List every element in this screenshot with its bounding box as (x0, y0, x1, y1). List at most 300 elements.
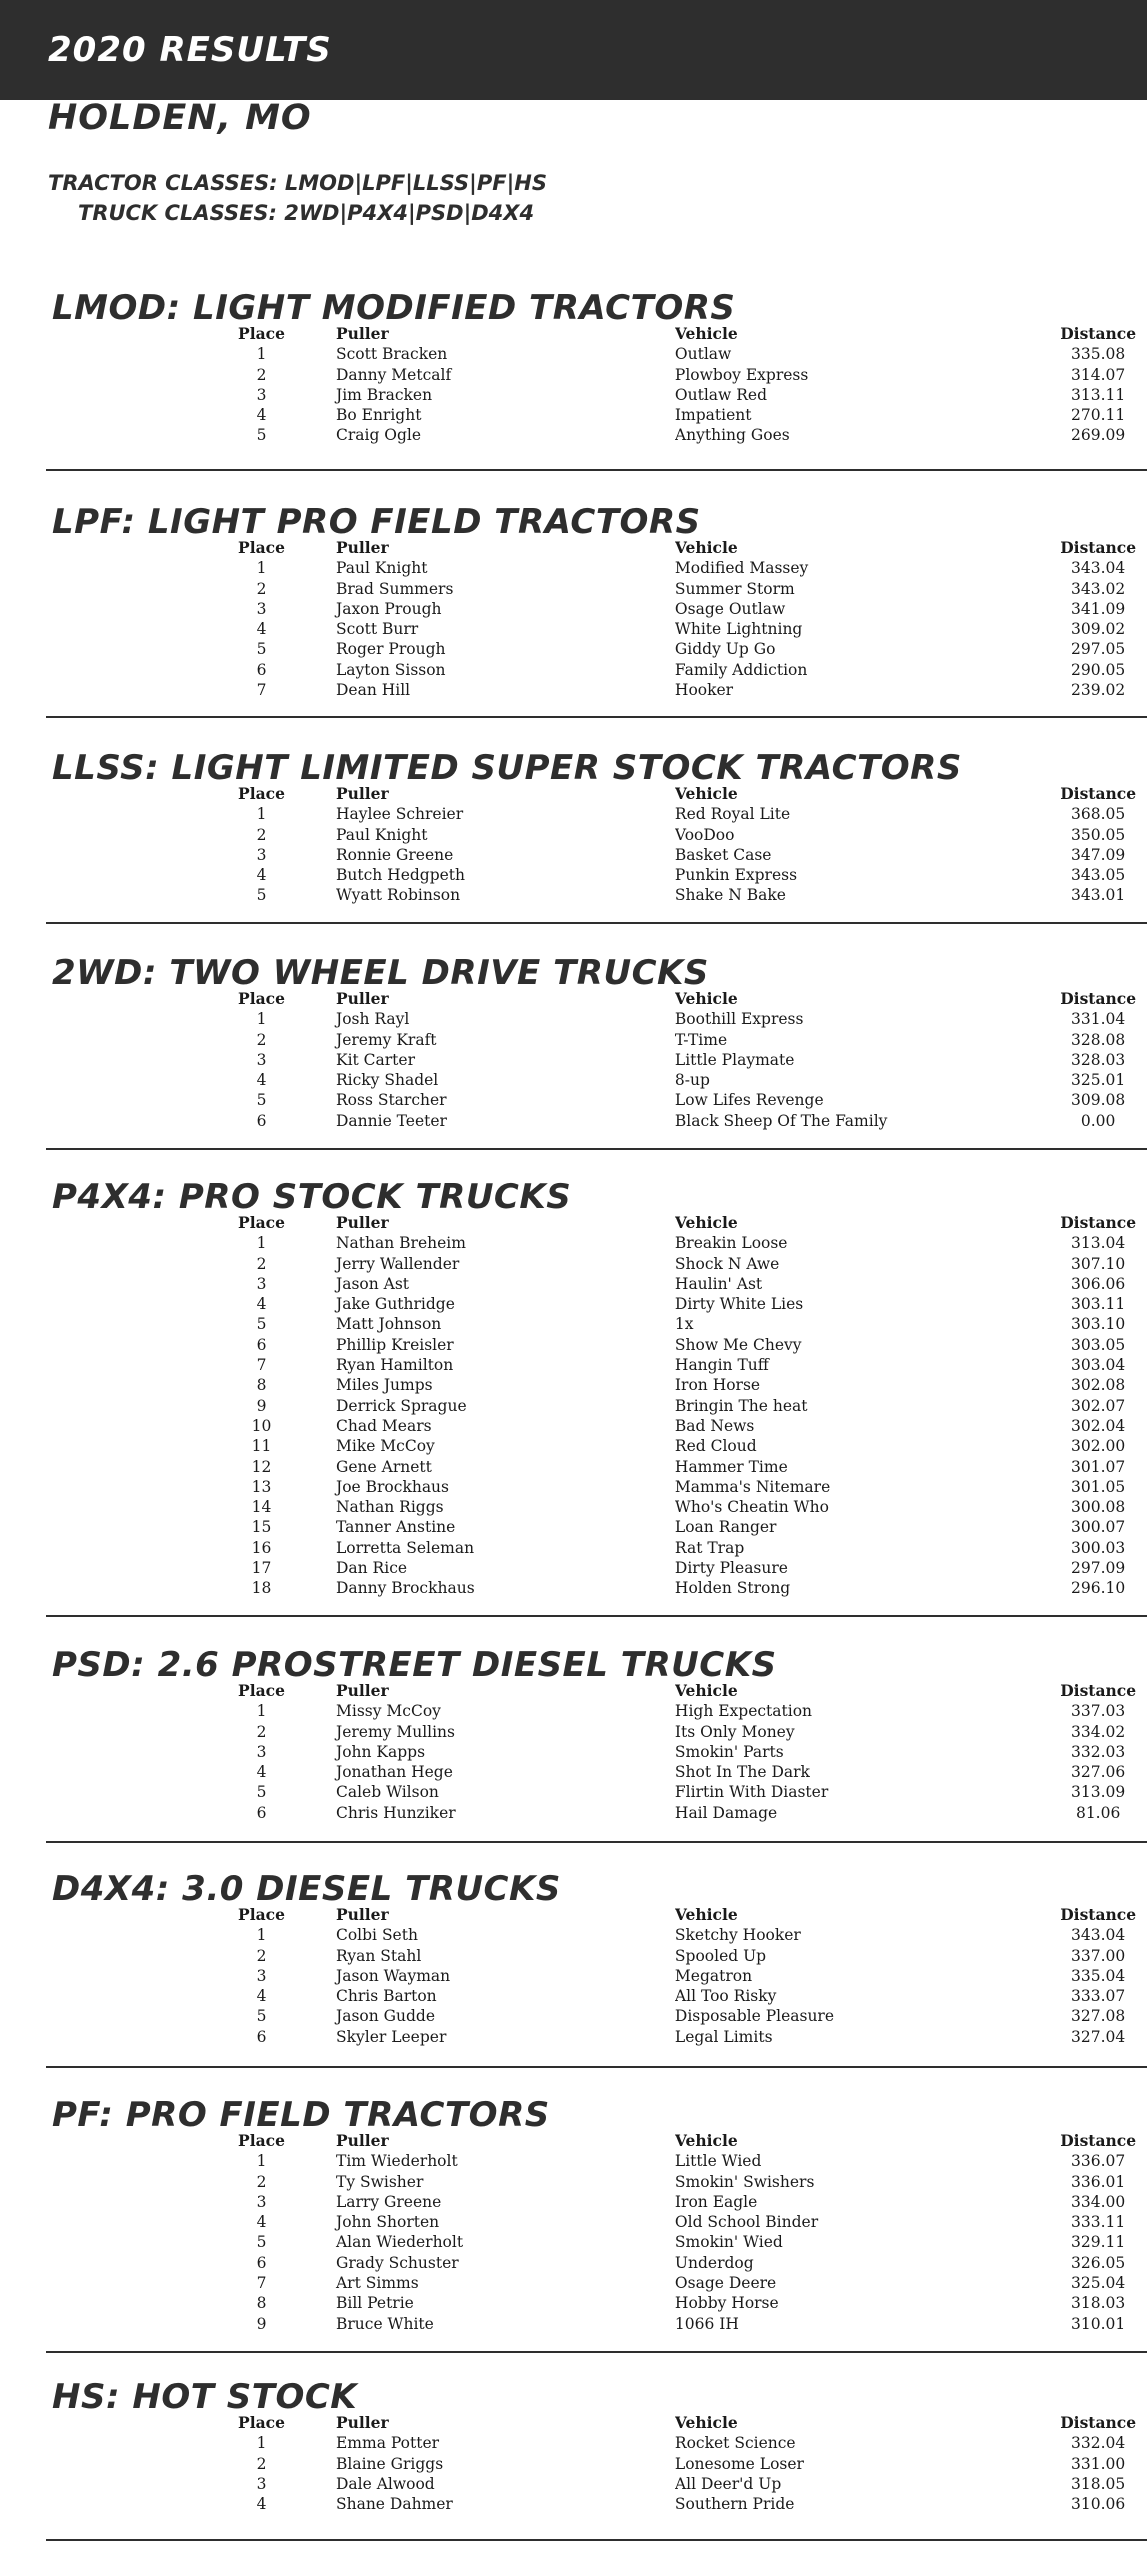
table-row (0, 885, 1147, 905)
place-cell: 1 (256, 1702, 267, 1721)
spacer (0, 2454, 217, 2474)
table-row (0, 660, 1147, 680)
spacer (0, 1497, 217, 1517)
puller-cell: Wyatt Robinson (335, 886, 461, 905)
place-cell: 12 (251, 1457, 272, 1476)
puller-cell: Jason Gudde (335, 2007, 436, 2026)
table-row (0, 1803, 1147, 1823)
vehicle-cell: Lonesome Loser (674, 2454, 804, 2473)
vehicle-cell: Haulin' Ast (674, 1274, 763, 1293)
table-row (0, 1742, 1147, 1762)
results-table (0, 1681, 1147, 1823)
puller-cell: Jerry Wallender (335, 1254, 460, 1273)
distance-cell: 313.11 (1071, 385, 1126, 404)
vehicle-cell: Red Royal Lite (674, 805, 791, 824)
table-row (0, 1416, 1147, 1436)
puller-cell: Josh Rayl (335, 1010, 410, 1029)
table-row (0, 825, 1147, 845)
spacer (0, 1722, 217, 1742)
column-header-vehicle: Vehicle (674, 538, 738, 557)
puller-cell: Paul Knight (335, 825, 428, 844)
distance-cell: 368.05 (1071, 805, 1126, 824)
vehicle-cell: Dirty White Lies (674, 1295, 804, 1314)
puller-cell: Caleb Wilson (335, 1783, 439, 1802)
spacer (0, 1681, 217, 1701)
distance-cell: 335.08 (1071, 345, 1126, 364)
vehicle-cell: Underdog (674, 2253, 754, 2272)
spacer (0, 784, 217, 804)
spacer (0, 1111, 217, 1131)
spacer (0, 1905, 217, 1925)
spacer (0, 324, 217, 344)
vehicle-cell: Outlaw Red (674, 385, 767, 404)
table-row (0, 804, 1147, 824)
place-cell: 2 (256, 1030, 267, 1049)
column-header-place: Place (238, 1213, 285, 1232)
place-cell: 7 (256, 1356, 267, 1375)
vehicle-cell: Spooled Up (674, 1946, 767, 1965)
puller-cell: Dean Hill (335, 681, 411, 700)
place-cell: 4 (256, 1987, 267, 2006)
vehicle-cell: Impatient (674, 406, 752, 425)
puller-cell: John Shorten (335, 2213, 440, 2232)
table-row (0, 1722, 1147, 1742)
table-header-row (0, 1213, 1147, 1233)
puller-cell: Jason Ast (335, 1274, 410, 1293)
place-cell: 4 (256, 2495, 267, 2514)
place-cell: 5 (256, 1315, 267, 1334)
place-cell: 2 (256, 2172, 267, 2191)
puller-cell: Tim Wiederholt (335, 2152, 458, 2171)
section-divider (46, 1615, 1147, 1617)
puller-cell: Jonathan Hege (335, 1763, 453, 1782)
spacer (0, 1396, 217, 1416)
table-row (0, 2027, 1147, 2047)
puller-cell: Matt Johnson (335, 1315, 442, 1334)
table-row (0, 2151, 1147, 2171)
place-cell: 4 (256, 620, 267, 639)
table-row (0, 845, 1147, 865)
place-cell: 4 (256, 2213, 267, 2232)
place-cell: 3 (256, 1274, 267, 1293)
vehicle-cell: Hammer Time (674, 1457, 788, 1476)
table-row (0, 1986, 1147, 2006)
vehicle-cell: 1x (674, 1315, 694, 1334)
place-cell: 6 (256, 2253, 267, 2272)
puller-cell: Missy McCoy (335, 1702, 441, 1721)
table-row (0, 865, 1147, 885)
place-cell: 3 (256, 385, 267, 404)
results-table (0, 2131, 1147, 2334)
distance-cell: 325.01 (1071, 1071, 1126, 1090)
place-cell: 3 (256, 845, 267, 864)
distance-cell: 303.04 (1071, 1356, 1126, 1375)
distance-cell: 301.05 (1071, 1477, 1126, 1496)
vehicle-cell: All Deer'd Up (674, 2474, 782, 2493)
distance-cell: 296.10 (1071, 1579, 1126, 1598)
vehicle-cell: Old School Binder (674, 2213, 819, 2232)
vehicle-cell: Bad News (674, 1416, 755, 1435)
vehicle-cell: Iron Eagle (674, 2192, 758, 2211)
distance-cell: 300.07 (1071, 1518, 1126, 1537)
distance-cell: 297.09 (1071, 1559, 1126, 1578)
column-header-puller: Puller (335, 1905, 389, 1924)
table-row (0, 1578, 1147, 1598)
place-cell: 3 (256, 1050, 267, 1069)
table-row (0, 2212, 1147, 2232)
spacer (0, 825, 217, 845)
vehicle-cell: Loan Ranger (674, 1518, 777, 1537)
column-header-distance: Distance (1060, 1905, 1137, 1924)
results-table (0, 784, 1147, 906)
distance-cell: 307.10 (1071, 1254, 1126, 1273)
vehicle-cell: Hangin Tuff (674, 1356, 769, 1375)
distance-cell: 314.07 (1071, 365, 1126, 384)
table-row (0, 2293, 1147, 2313)
table-row (0, 1436, 1147, 1456)
table-row (0, 1946, 1147, 1966)
distance-cell: 301.07 (1071, 1457, 1126, 1476)
place-cell: 9 (256, 2314, 267, 2333)
vehicle-cell: Flirtin With Diaster (674, 1783, 829, 1802)
distance-cell: 309.02 (1071, 620, 1126, 639)
puller-cell: Blaine Griggs (335, 2454, 444, 2473)
column-header-place: Place (238, 538, 285, 557)
place-cell: 2 (256, 1254, 267, 1273)
spacer (0, 2413, 217, 2433)
column-header-vehicle: Vehicle (674, 1213, 738, 1232)
column-header-puller: Puller (335, 538, 389, 557)
table-row (0, 2006, 1147, 2026)
puller-cell: Jeremy Mullins (335, 1722, 455, 1741)
vehicle-cell: Megatron (674, 1966, 753, 1985)
vehicle-cell: Plowboy Express (674, 365, 809, 384)
vehicle-cell: Smokin' Swishers (674, 2172, 815, 2191)
column-header-distance: Distance (1060, 784, 1137, 803)
spacer (0, 2253, 217, 2273)
vehicle-cell: Iron Horse (674, 1376, 761, 1395)
distance-cell: 341.09 (1071, 599, 1126, 618)
spacer (0, 1355, 217, 1375)
distance-cell: 81.06 (1075, 1803, 1121, 1822)
puller-cell: Chad Mears (335, 1416, 432, 1435)
spacer (0, 2293, 217, 2313)
distance-cell: 337.00 (1071, 1946, 1126, 1965)
place-cell: 3 (256, 2474, 267, 2493)
place-cell: 5 (256, 426, 267, 445)
table-row (0, 2192, 1147, 2212)
puller-cell: Larry Greene (335, 2192, 442, 2211)
spacer (0, 680, 217, 700)
table-row (0, 1233, 1147, 1253)
column-header-vehicle: Vehicle (674, 2413, 738, 2432)
distance-cell: 0.00 (1080, 1111, 1116, 1130)
table-row (0, 2433, 1147, 2453)
section-title: D4X4: 3.0 DIESEL TRUCKS (52, 1869, 561, 1909)
puller-cell: Alan Wiederholt (335, 2233, 464, 2252)
place-cell: 8 (256, 1376, 267, 1395)
distance-cell: 300.03 (1071, 1538, 1126, 1557)
vehicle-cell: All Too Risky (674, 1987, 777, 2006)
place-cell: 2 (256, 579, 267, 598)
place-cell: 6 (256, 1803, 267, 1822)
vehicle-cell: 1066 IH (674, 2314, 739, 2333)
table-row (0, 1457, 1147, 1477)
table-header-row (0, 324, 1147, 344)
distance-cell: 336.07 (1071, 2152, 1126, 2171)
place-cell: 1 (256, 345, 267, 364)
table-row (0, 1375, 1147, 1395)
table-header-row (0, 2413, 1147, 2433)
section-title: PSD: 2.6 PROSTREET DIESEL TRUCKS (52, 1645, 777, 1685)
distance-cell: 332.03 (1071, 1742, 1126, 1761)
table-row (0, 1254, 1147, 1274)
section-title: LLSS: LIGHT LIMITED SUPER STOCK TRACTORS (52, 748, 962, 788)
vehicle-cell: Basket Case (674, 845, 772, 864)
table-header-row (0, 1905, 1147, 1925)
place-cell: 3 (256, 1742, 267, 1761)
distance-cell: 334.02 (1071, 1722, 1126, 1741)
spacer (0, 1213, 217, 1233)
spacer (0, 2131, 217, 2151)
puller-cell: Jake Guthridge (335, 1295, 455, 1314)
spacer (0, 1314, 217, 1334)
vehicle-cell: Osage Deere (674, 2274, 777, 2293)
place-cell: 1 (256, 1010, 267, 1029)
column-header-place: Place (238, 2131, 285, 2150)
place-cell: 1 (256, 559, 267, 578)
vehicle-cell: Shot In The Dark (674, 1763, 810, 1782)
puller-cell: Nathan Riggs (335, 1498, 444, 1517)
table-row (0, 680, 1147, 700)
puller-cell: Bruce White (335, 2314, 434, 2333)
spacer (0, 1294, 217, 1314)
puller-cell: Tanner Anstine (335, 1518, 456, 1537)
puller-cell: Joe Brockhaus (335, 1477, 449, 1496)
vehicle-cell: Southern Pride (674, 2495, 795, 2514)
place-cell: 5 (256, 1783, 267, 1802)
table-row (0, 1111, 1147, 1131)
table-row (0, 558, 1147, 578)
table-row (0, 1274, 1147, 1294)
distance-cell: 327.08 (1071, 2007, 1126, 2026)
puller-cell: Ronnie Greene (335, 845, 454, 864)
place-cell: 2 (256, 1722, 267, 1741)
place-cell: 9 (256, 1396, 267, 1415)
place-cell: 5 (256, 2007, 267, 2026)
puller-cell: Chris Barton (335, 1987, 437, 2006)
distance-cell: 297.05 (1071, 640, 1126, 659)
table-row (0, 2454, 1147, 2474)
distance-cell: 303.10 (1071, 1315, 1126, 1334)
table-row (0, 2314, 1147, 2334)
column-header-puller: Puller (335, 2413, 389, 2432)
distance-cell: 290.05 (1071, 660, 1126, 679)
spacer (0, 1416, 217, 1436)
place-cell: 2 (256, 365, 267, 384)
spacer (0, 2172, 217, 2192)
vehicle-cell: Hooker (674, 681, 734, 700)
spacer (0, 885, 217, 905)
vehicle-cell: 8-up (674, 1071, 710, 1090)
spacer (0, 2212, 217, 2232)
table-row (0, 425, 1147, 445)
place-cell: 2 (256, 1946, 267, 1965)
column-header-vehicle: Vehicle (674, 2131, 738, 2150)
table-row (0, 1396, 1147, 1416)
spacer (0, 1803, 217, 1823)
results-table (0, 1213, 1147, 1599)
spacer (0, 558, 217, 578)
table-row (0, 1966, 1147, 1986)
vehicle-cell: Anything Goes (674, 426, 790, 445)
table-row (0, 1701, 1147, 1721)
distance-cell: 318.03 (1071, 2294, 1126, 2313)
table-row (0, 639, 1147, 659)
spacer (0, 538, 217, 558)
place-cell: 4 (256, 406, 267, 425)
place-cell: 1 (256, 1926, 267, 1945)
table-row (0, 1335, 1147, 1355)
place-cell: 3 (256, 1966, 267, 1985)
vehicle-cell: T-Time (674, 1030, 728, 1049)
distance-cell: 326.05 (1071, 2253, 1126, 2272)
puller-cell: Danny Metcalf (335, 365, 452, 384)
spacer (0, 1477, 217, 1497)
column-header-puller: Puller (335, 989, 389, 1008)
puller-cell: Chris Hunziker (335, 1803, 456, 1822)
spacer (0, 1986, 217, 2006)
table-row (0, 1477, 1147, 1497)
distance-cell: 313.04 (1071, 1234, 1126, 1253)
puller-cell: Dale Alwood (335, 2474, 435, 2493)
table-row (0, 2494, 1147, 2514)
place-cell: 1 (256, 1234, 267, 1253)
puller-cell: Emma Potter (335, 2434, 440, 2453)
puller-cell: Miles Jumps (335, 1376, 433, 1395)
spacer (0, 2474, 217, 2494)
table-row (0, 1497, 1147, 1517)
place-cell: 7 (256, 681, 267, 700)
results-table (0, 538, 1147, 700)
distance-cell: 332.04 (1071, 2434, 1126, 2453)
place-cell: 4 (256, 1071, 267, 1090)
section-divider (46, 2066, 1147, 2068)
place-cell: 6 (256, 2027, 267, 2046)
spacer (0, 2232, 217, 2252)
place-cell: 5 (256, 886, 267, 905)
place-cell: 14 (251, 1498, 272, 1517)
place-cell: 2 (256, 2454, 267, 2473)
place-cell: 8 (256, 2294, 267, 2313)
spacer (0, 1517, 217, 1537)
spacer (0, 1742, 217, 1762)
distance-cell: 303.05 (1071, 1335, 1126, 1354)
table-row (0, 1294, 1147, 1314)
distance-cell: 337.03 (1071, 1702, 1126, 1721)
vehicle-cell: Red Cloud (674, 1437, 757, 1456)
vehicle-cell: Show Me Chevy (674, 1335, 802, 1354)
puller-cell: Nathan Breheim (335, 1234, 466, 1253)
puller-cell: Ricky Shadel (335, 1071, 439, 1090)
place-cell: 5 (256, 640, 267, 659)
column-header-place: Place (238, 1681, 285, 1700)
spacer (0, 619, 217, 639)
puller-cell: Dan Rice (335, 1559, 408, 1578)
vehicle-cell: Family Addiction (674, 660, 808, 679)
spacer (0, 2192, 217, 2212)
puller-cell: Bo Enright (335, 406, 422, 425)
distance-cell: 325.04 (1071, 2274, 1126, 2293)
spacer (0, 385, 217, 405)
column-header-vehicle: Vehicle (674, 784, 738, 803)
section-title: LMOD: LIGHT MODIFIED TRACTORS (52, 288, 736, 328)
column-header-distance: Distance (1060, 2131, 1137, 2150)
puller-cell: John Kapps (335, 1742, 426, 1761)
spacer (0, 579, 217, 599)
distance-cell: 333.07 (1071, 1987, 1126, 2006)
place-cell: 17 (251, 1559, 272, 1578)
place-cell: 6 (256, 1111, 267, 1130)
section-divider (46, 1148, 1147, 1150)
table-row (0, 2273, 1147, 2293)
vehicle-cell: VooDoo (674, 825, 735, 844)
vehicle-cell: Legal Limits (674, 2027, 773, 2046)
vehicle-cell: Disposable Pleasure (674, 2007, 835, 2026)
distance-cell: 347.09 (1071, 845, 1126, 864)
vehicle-cell: Punkin Express (674, 866, 798, 885)
column-header-place: Place (238, 1905, 285, 1924)
place-cell: 4 (256, 1763, 267, 1782)
column-header-place: Place (238, 2413, 285, 2432)
distance-cell: 302.04 (1071, 1416, 1126, 1435)
spacer (0, 1925, 217, 1945)
puller-cell: Dannie Teeter (335, 1111, 447, 1130)
column-header-puller: Puller (335, 324, 389, 343)
puller-cell: Jaxon Prough (335, 599, 442, 618)
puller-cell: Grady Schuster (335, 2253, 459, 2272)
vehicle-cell: Summer Storm (674, 579, 795, 598)
place-cell: 1 (256, 2434, 267, 2453)
section-title: PF: PRO FIELD TRACTORS (52, 2095, 550, 2135)
puller-cell: Brad Summers (335, 579, 454, 598)
distance-cell: 239.02 (1071, 681, 1126, 700)
puller-cell: Ryan Stahl (335, 1946, 422, 1965)
table-row (0, 1050, 1147, 1070)
column-header-distance: Distance (1060, 1213, 1137, 1232)
distance-cell: 334.00 (1071, 2192, 1126, 2211)
distance-cell: 269.09 (1071, 426, 1126, 445)
distance-cell: 302.00 (1071, 1437, 1126, 1456)
place-cell: 11 (251, 1437, 272, 1456)
table-row (0, 1558, 1147, 1578)
column-header-distance: Distance (1060, 2413, 1137, 2432)
column-header-distance: Distance (1060, 538, 1137, 557)
page-title: 2020 RESULTS (48, 30, 332, 70)
section-divider (46, 2351, 1147, 2353)
place-cell: 6 (256, 660, 267, 679)
vehicle-cell: White Lightning (674, 620, 803, 639)
vehicle-cell: Black Sheep Of The Family (674, 1111, 888, 1130)
spacer (0, 845, 217, 865)
vehicle-cell: Modified Massey (674, 559, 809, 578)
puller-cell: Art Simms (335, 2274, 419, 2293)
spacer (0, 1762, 217, 1782)
table-row (0, 579, 1147, 599)
table-header-row (0, 989, 1147, 1009)
place-cell: 13 (251, 1477, 272, 1496)
puller-cell: Roger Prough (335, 640, 446, 659)
